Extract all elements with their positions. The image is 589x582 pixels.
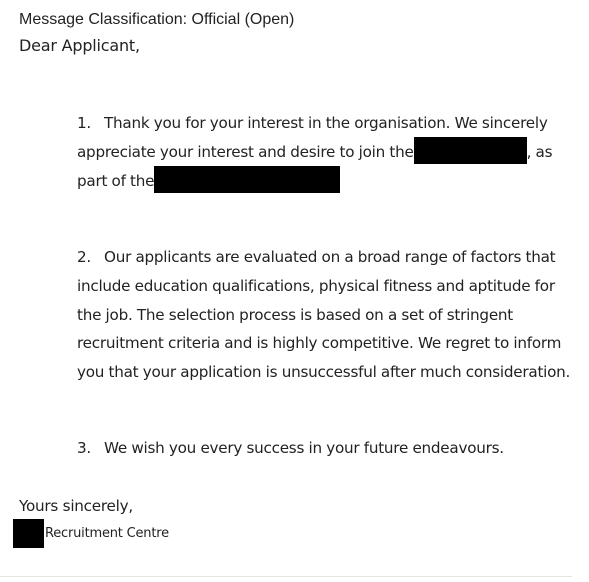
redaction-block — [13, 519, 44, 548]
paragraph-number: 3. — [77, 439, 91, 457]
paragraph-number: 1. — [77, 114, 91, 132]
paragraph-number: 2. — [77, 248, 91, 266]
valediction: Yours sincerely, — [19, 497, 133, 515]
divider — [0, 576, 572, 577]
paragraph-2-text: Our applicants are evaluated on a broad range of factors that include education qualifications, physical fitness and aptitude for the job. The selection process is based on a set of stringent recruitment criteria and is highly competitive. We regret to inform you that your application is unsuccessful after much consideration. — [77, 248, 571, 382]
redaction-block — [154, 166, 340, 193]
redaction-block — [414, 137, 527, 164]
paragraph-1-text-a: Thank you for your interest in the organisation. We sincerely appreciate your interest and desire to join the — [77, 114, 548, 161]
sender-name: Recruitment Centre — [45, 525, 169, 541]
paragraph-1 — [77, 109, 577, 195]
paragraph-1-text-b: , as part of the — [77, 142, 553, 190]
paragraph-3-text: We wish you every success in your future endeavours. — [104, 439, 504, 457]
greeting: Dear Applicant, — [19, 36, 140, 55]
paragraph-3 — [77, 434, 577, 463]
paragraph-2 — [77, 243, 582, 387]
signature-line — [13, 518, 169, 548]
message-classification: Message Classification: Official (Open) — [19, 11, 295, 28]
